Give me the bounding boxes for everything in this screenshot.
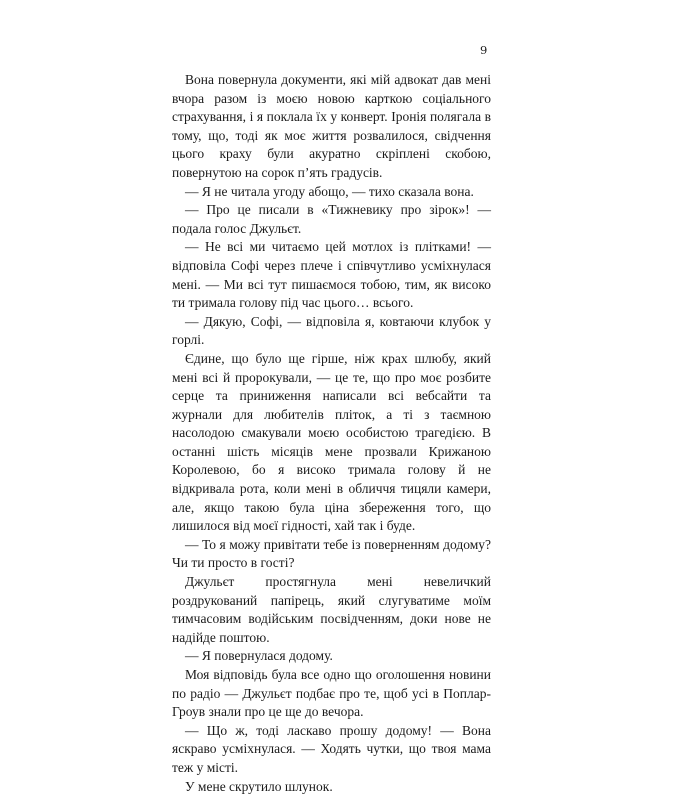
paragraph: — Про це писали в «Тижневику про зірок»! — подала голос Джульєт. [172,202,491,236]
paragraph: — Не всі ми читаємо цей мотлох із плітками! — відповіла Софі через плече і співчутливо усміхнулася мені. — Ми всі тут пишаємося тобою, тим, як високо ти тримала голову під час цього… всього. [172,239,491,311]
paragraph: Моя відповідь була все одно що оголошення новини по радіо — Джульєт подбає про те, щоб усі в Поплар-Гроув знали про це ще до вечора. [172,667,491,720]
paragraph: Єдине, що було ще гірше, ніж крах шлюбу, який мені всі й пророкували, — це те, що про моє розбите серце та приниження написали всі вебсайти та журнали для любителів пліток, а ті з таємною насолодою смакували моєю особистою трагедією. В останні шість місяців мене прозвали Крижаною Королевою, бо я високо тримала голову й не відкривала рота, коли мені в обличчя тицяли камери, але, якщо такою була ціна збереження того, що лишилося від моєї гідності, хай так і буде. [172,350,491,534]
paragraph: — Я не читала угоду абощо, — тихо сказала вона. [185,183,474,199]
paragraph: — Дякую, Софі, — відповіла я, ковтаючи клубок у горлі. [172,313,491,348]
paragraph: Вона повернула документи, які мій адвокат дав мені вчора разом із моєю новою карткою соціального страхування, і я поклала їх у конверт. Іронія полягала в тому, що, тоді як моє життя розвалилося, свідчення цього краху були акуратно скріплені скобою, повернутою на сорок п’ять градусів. [172,72,491,180]
paragraph: — Я повернулася додому. [185,648,333,664]
paragraph: Джульєт простягнула мені невеличкий роздрукований папірець, який слугуватиме моїм тимчасовим водійським посвідченням, доки нове не надійде поштою. [172,574,491,645]
paragraph: — То я можу привітати тебе із поверненням додому? Чи ти просто в гості? [172,536,491,571]
paragraph: У мене скрутило шлунок. [185,778,333,794]
page-number: 9 [480,43,488,57]
paragraph: — Що ж, тоді ласкаво прошу додому! — Вона яскраво усміхнулася. — Ходять чутки, що твоя мама теж у місті. [172,722,491,775]
body-text [172,71,491,796]
